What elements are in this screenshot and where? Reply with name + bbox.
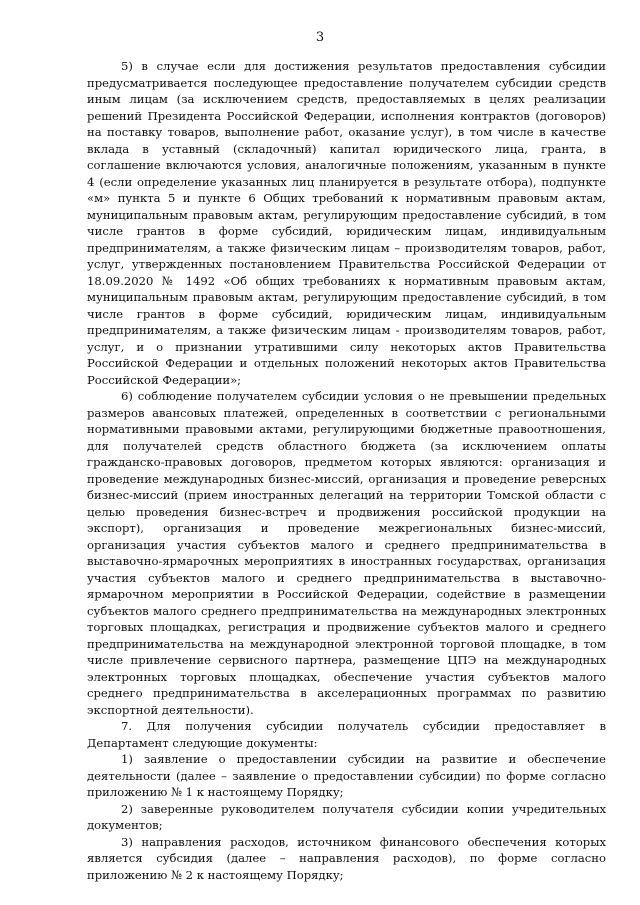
paragraph-document-1: 1) заявление о предоставлении субсидии на развитие и обеспечение деятельности (далее – заявление о предоставлении субсидии) по форме согласно приложению № 1 к настоящему Порядку; (87, 752, 606, 799)
page-number: 3 (315, 30, 325, 45)
paragraph-subitem-6: 6) соблюдение получателем субсидии условия о не превышении предельных размеров авансовых платежей, определенных в соответствии с региональными нормативными правовыми актами, регулирующими бюджетные правоотношения, для получателей средств областного бюджета (за исключением оплаты гражданско-правовых договоров, предметом которых являются: организация и проведение международных бизнес-миссий, организация и проведение реверсных бизнес-миссий (прием иностранных делегаций на территории Томской области с целью проведения бизнес-встреч и продвижения российской продукции на экспорт), организация и проведение межрегиональных бизнес-миссий, организация участия субъектов малого и среднего предпринимательства в выставочно-ярмарочных мероприятиях в иностранных государствах, организация участия субъектов малого и среднего предпринимательства в выставочно-ярмарочном мероприятии в Российской Федерации, содействие в размещении субъектов малого среднего предпринимательства на международных электронных торговых площадках, регистрация и продвижение субъектов малого и среднего предпринимательства на международной электронной торговой площадке, в том числе привлечение сервисного партнера, размещение ЦПЭ на международных электронных торговых площадках, обеспечение участия субъектов малого среднего предпринимательства в акселерационных программах по развитию экспортной деятельности). (87, 389, 606, 717)
paragraph-document-2: 2) заверенные руководителем получателя субсидии копии учредительных документов; (87, 801, 606, 832)
paragraph-subitem-5: 5) в случае если для достижения результатов предоставления субсидии предусматривается последующее предоставление получателем субсидии средств иным лицам (за исключением средств, предоставляемых в целях реализации решений Президента Российской Федерации, исполнения контрактов (договоров) на поставку товаров, выполнение работ, оказание услуг), в том числе в качестве вклада в уставный (складочный) капитал юридического лица, гранта, в соглашение включаются условия, аналогичные положениям, указанным в пункте 4 (если определение указанных лиц планируется в результате отбора), подпункте «м» пункта 5 и пункте 6 Общих требований к нормативным правовым актам, муниципальным правовым актам, регулирующим предоставление субсидий, в том числе грантов в форме субсидий, юридическим лицам, индивидуальным предпринимателям, а также физическим лицам – производителям товаров, работ, услуг, утвержденных постановлением Правительства Российской Федерации от 18.09.2020 № 1492 «Об общих требованиях к нормативным правовым актам, муниципальным правовым актам, регулирующим предоставление субсидий, в том числе грантов в форме субсидий, юридическим лицам, индивидуальным предпринимателям, а также физическим лицам - производителям товаров, работ, услуг, и о признании утратившими силу некоторых актов Правительства Российской Федерации и отдельных положений некоторых актов Правительства Российской Федерации»; (87, 59, 606, 387)
document-body (87, 58, 606, 883)
paragraph-item-7: 7. Для получения субсидии получатель субсидии предоставляет в Департамент следующие документы: (87, 719, 606, 750)
paragraph-document-3: 3) направления расходов, источником финансового обеспечения которых является субсидия (далее – направления расходов), по форме согласно приложению № 2 к настоящему Порядку; (87, 834, 606, 882)
